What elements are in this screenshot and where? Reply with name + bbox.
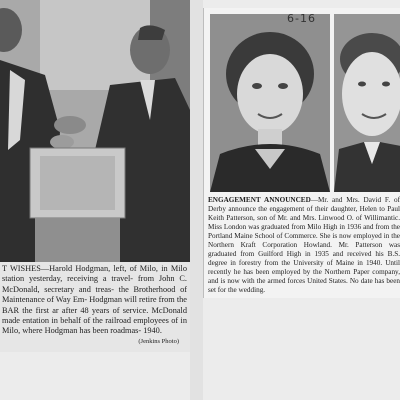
handshake-photo-art: [0, 0, 190, 262]
woman-portrait-art: [210, 14, 330, 192]
photo-credit: (Jenkins Photo): [138, 337, 179, 345]
man-portrait-art: [334, 14, 400, 192]
handwritten-note: 6-16: [287, 12, 316, 25]
left-caption: [2, 264, 187, 349]
woman-portrait-photo: [210, 14, 330, 192]
engagement-headline: ENGAGEMENT ANNOUNCED: [208, 196, 311, 204]
left-clipping: [0, 0, 190, 352]
handshake-photo: [0, 0, 190, 262]
page-gutter: [190, 0, 203, 400]
right-caption: [208, 196, 400, 296]
right-caption-text: —Mr. and Mrs. David F. of Derby announce the engagement of their daughter, Helen to Paul Keith Patterson, son of Mr. and Mrs. Linwood O. of Willimantic. Miss London was graduated from Milo High in 1936 and from the Portland Maine School of Commerce. She is now employed in the Northern Kraft Corporation Howland. Mr. Patterson was graduated from Guilford High in 1935 and received his B.S. degree in forestry from the University of Maine in 1940. Until recently he has been employed by the Northern Paper company, and is now with the armed forces United States. No date has been set for the wedding.: [208, 196, 400, 294]
left-caption-text: T WISHES—Harold Hodgman, left, of Milo, in Milo station yesterday, receiving a travel- from John C. McDonald, secretary and treas- the Brotherhood of Maintenance of Way Em- Hodgman will retire from the BAR the first ar after 48 years of service. McDonald made entation in behalf of the railroad employees of in Milo, where Hodgman has been roadmas- 1940.: [2, 264, 187, 336]
man-portrait-photo: [334, 14, 400, 192]
right-clipping: [203, 8, 400, 298]
